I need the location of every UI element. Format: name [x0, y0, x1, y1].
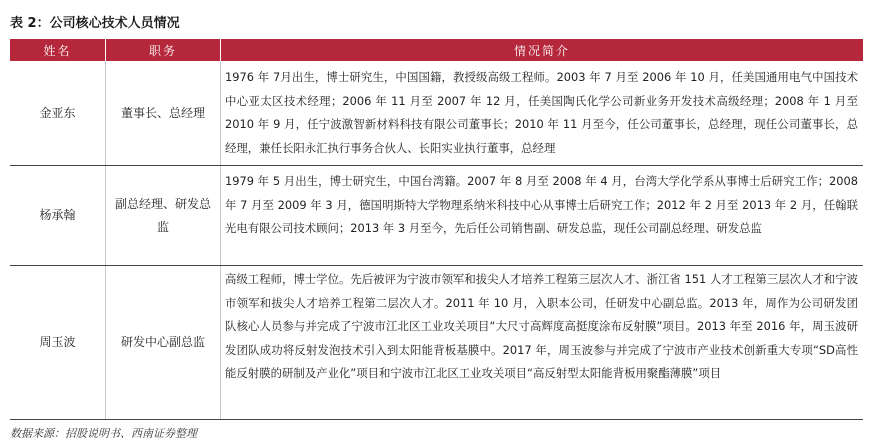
header-name: 姓名 [10, 39, 105, 61]
row1-intro: 1976 年 7月出生，博士研究生，中国国籍，教授级高级工程师。2003 年 7 月至 2006 年 10 月，任美国通用电气中国技术中心亚太区技术经理；2006 年 11 月至 2007 年 12 月，任美国陶氏化学公司新业务开发技术高级经理；2008 年 1 月至 2010 年 9 月，任宁波激智新材料科技有限公司董事长；2010 年 11 月至今，任公司董事长，总经理，现任公司董事长，总经理，兼任长阳永汇执行事务合伙人、长阳实业执行董事，总经理 [225, 70, 858, 155]
row2-position: 副总经理、研发总监 [114, 196, 211, 234]
row3-position: 研发中心副总监 [120, 335, 205, 349]
table-bottom-border [10, 419, 863, 420]
row2-name: 杨承翰 [39, 208, 76, 222]
row1-name: 金亚东 [39, 105, 76, 120]
row3-intro: 高级工程师，博士学位。先后被评为宁波市领军和拔尖人才培养工程第三层次人才、浙江省 151 人才工程第三层次人才和宁波市领军和拔尖人才培养工程第二层次人才。2011 年 10 月，入职本公司，任研发中心副总监。2013 年，周作为公司研发团队核心人员参与并完成了宁波市江北区工业攻关项目“大尺寸高辉度高挺度涂布反射膜”项目。2013 年至 2016 年，周玉波研发团队成功将反射发泡技术引入到太阳能背板基膜中。2017 年，周玉波参与并完成了宁波市产业技术创新重大专项“SD高性能反射膜的研制及产业化”项目和宁波市江北区工业攻关项目“高反射型太阳能背板用聚酯薄膜”项目 [225, 272, 858, 381]
column-divider [220, 61, 221, 419]
row3-name: 周玉波 [39, 335, 76, 349]
row1-position: 董事长、总经理 [120, 105, 205, 120]
row2-intro: 1979 年 5 月出生，博士研究生，中国台湾籍。2007 年 8 月至 2008 年 4 月，台湾大学化学系从事博士后研究工作；2008 年 7 月至 2009 年 3 月，德国明斯特大学物理系纳米科技中心从事博士后研究工作；2012 年 2 月至 2013 年 2 月，任翰联光电有限公司技术顾问；2013 年 3 月至今，先后任公司销售副、研发总监，现任公司副总经理、研发总监 [225, 174, 858, 236]
table-title: 表 2：公司核心技术人员情况 [10, 16, 180, 31]
data-source-note: 数据来源：招股说明书、西南证券整理 [10, 427, 197, 440]
header-intro: 情况简介 [221, 39, 863, 61]
header-position: 职务 [106, 39, 220, 61]
